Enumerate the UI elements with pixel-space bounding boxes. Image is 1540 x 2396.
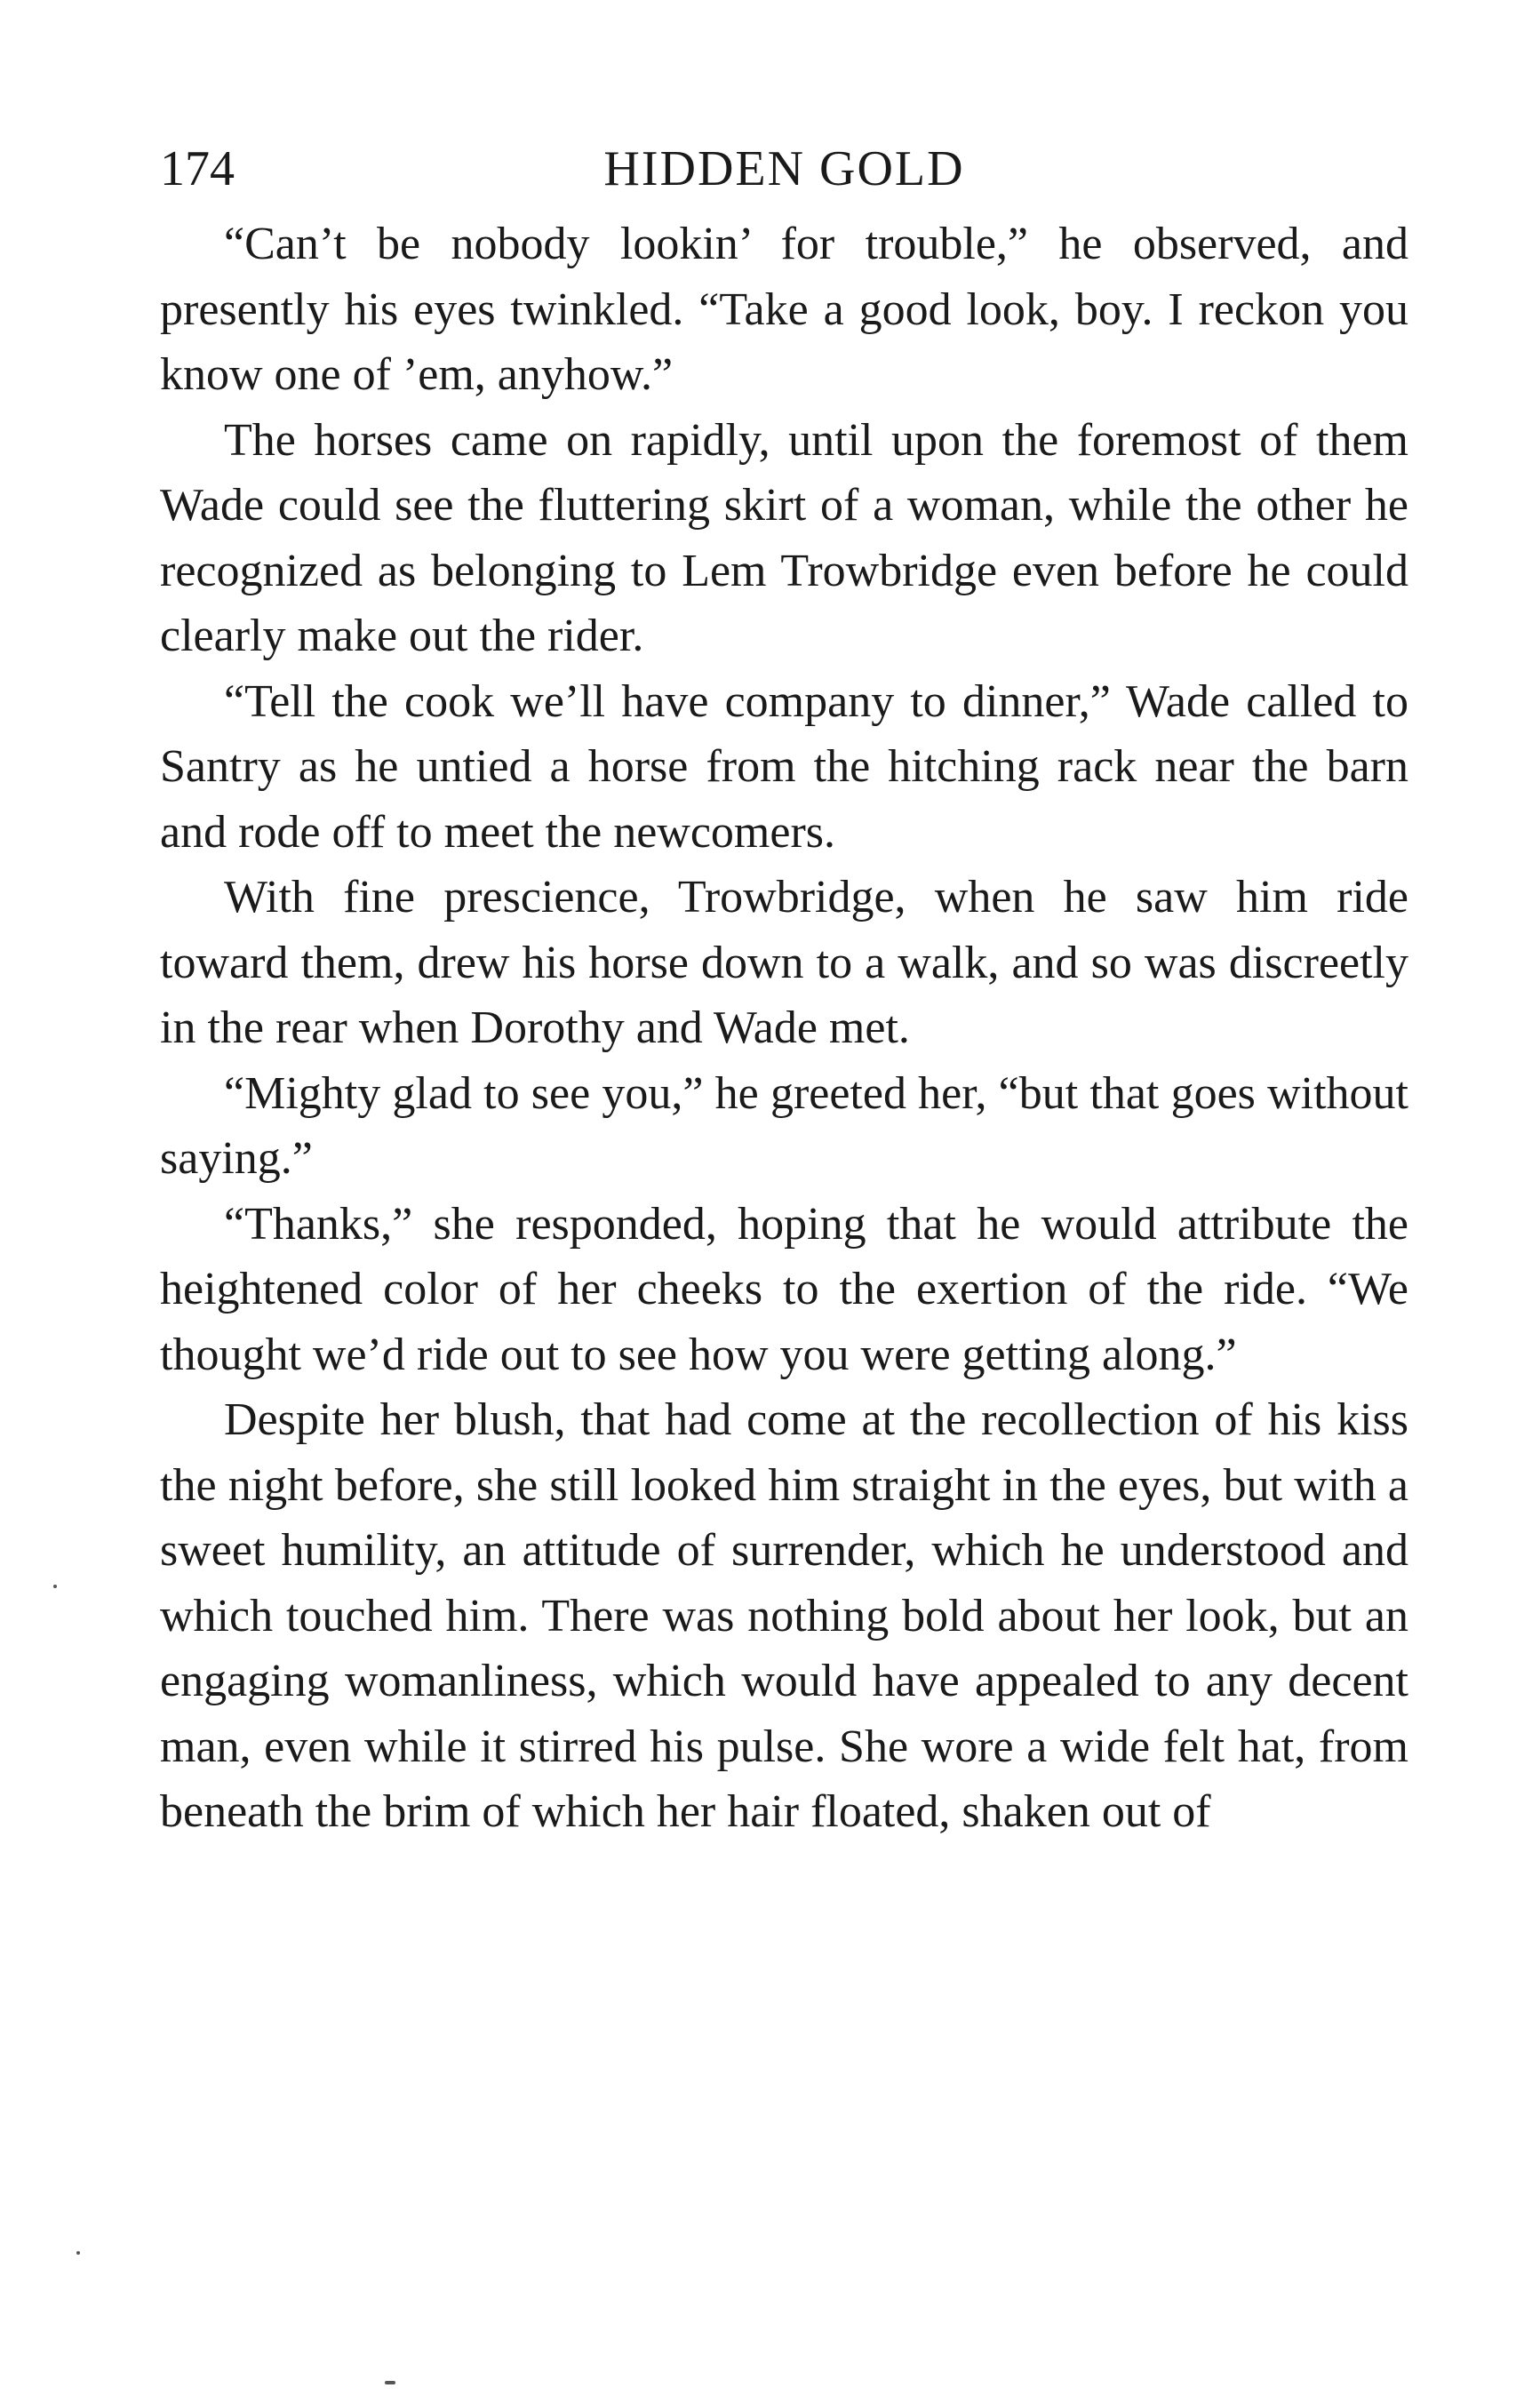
paragraph: “Mighty glad to see you,” he greeted her, “but that goes without saying.” bbox=[160, 1067, 1408, 1184]
print-speck bbox=[385, 2381, 395, 2384]
paragraph: With fine prescience, Trowbridge, when he saw him ride toward them, drew his horse down to a walk, and so was discreetly in the rear when Dorothy and Wade met. bbox=[160, 872, 1408, 1053]
page-number: 174 bbox=[160, 141, 235, 196]
book-page bbox=[160, 133, 1408, 1845]
paragraph: The horses came on rapidly, until upon the foremost of them Wade could see the fluttering skirt of a woman, while the other he recognized as belonging to Lem Trowbridge even before he could clearly make out the rider. bbox=[160, 414, 1408, 661]
paragraph: Despite her blush, that had come at the recollection of his kiss the night before, she still looked him straight in the eyes, but with a sweet humility, an attitude of surrender, which he understood and which touched him. There was nothing bold about her look, but an engaging womanliness, which would have appealed to any decent man, even while it stirred his pulse. She wore a wide felt hat, from beneath the brim of which her hair floated, shaken out of bbox=[160, 1394, 1408, 1837]
body-text bbox=[160, 212, 1408, 1845]
running-head bbox=[160, 133, 1408, 204]
print-speck bbox=[76, 2251, 80, 2255]
paragraph: “Tell the cook we’ll have company to dinner,” Wade called to Santry as he untied a horse from the hitching rack near the barn and rode off to meet the newcomers. bbox=[160, 675, 1408, 858]
paragraph: “Thanks,” she responded, hoping that he would attribute the heightened color of her cheeks to the exertion of the ride. “We thought we’d ride out to see how you were getting along.” bbox=[160, 1198, 1408, 1380]
running-title: HIDDEN GOLD bbox=[603, 141, 965, 196]
print-speck bbox=[53, 1585, 57, 1588]
paragraph: “Can’t be nobody lookin’ for trouble,” he observed, and presently his eyes twinkled. “Take a good look, boy. I reckon you know one of ’em, anyhow.” bbox=[160, 219, 1408, 400]
